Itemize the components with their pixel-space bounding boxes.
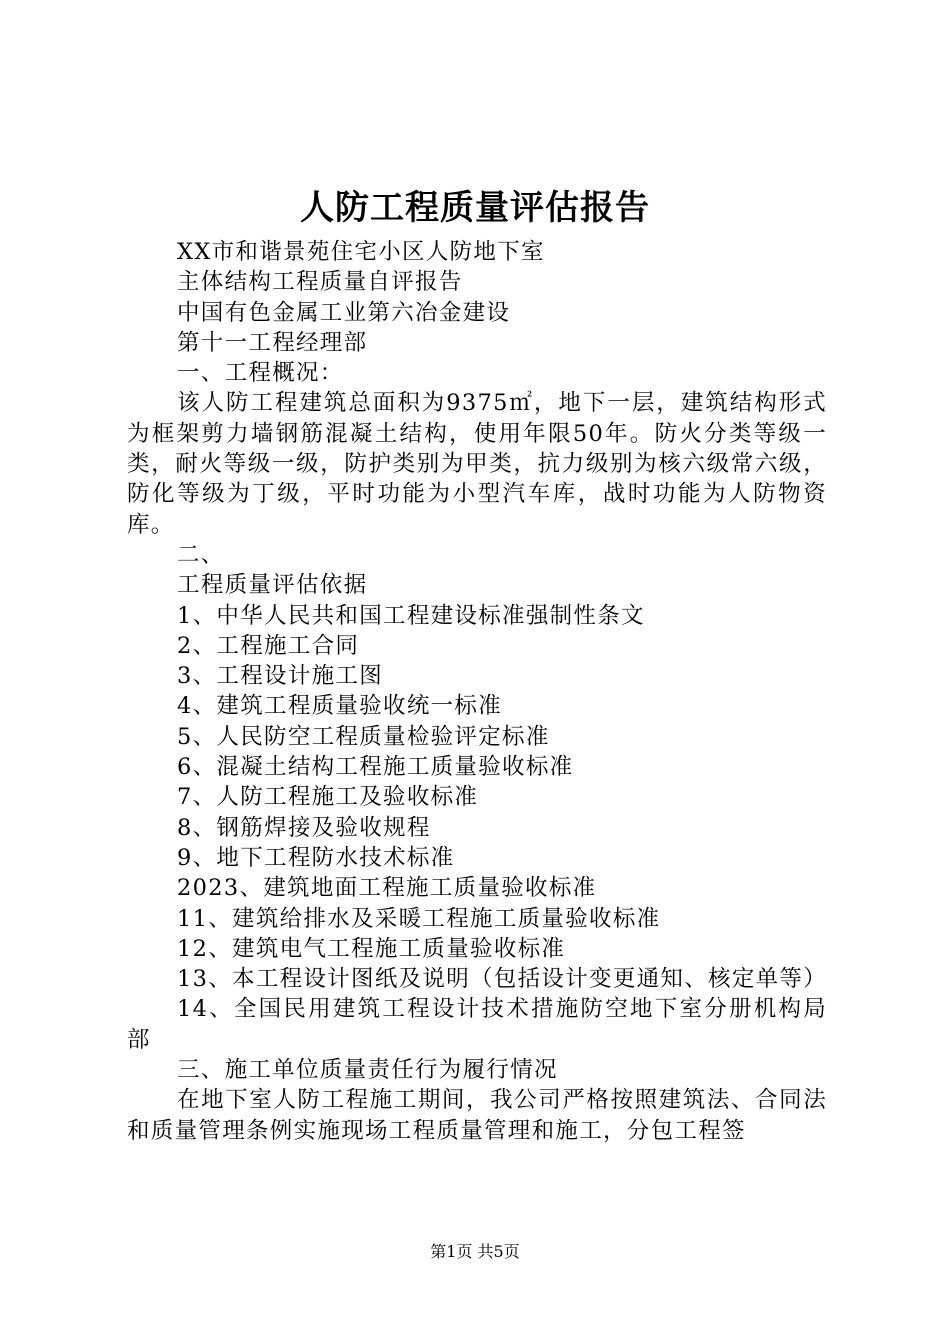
list-item-basis-10: 2023、建筑地面工程施工质量验收标准 (177, 875, 597, 902)
list-item-basis-1: 1、中华人民共和国工程建设标准强制性条文 (177, 602, 645, 629)
list-item-basis-9: 9、地下工程防水技术标准 (177, 844, 455, 871)
document-title: 人防工程质量评估报告 (300, 188, 650, 228)
section-heading-overview: 一、工程概况： (177, 360, 344, 387)
section-heading-number-2: 二、 (177, 541, 225, 568)
list-item-basis-4: 4、建筑工程质量验收统一标准 (177, 693, 503, 720)
section-heading-responsibility: 三、施工单位质量责任行为履行情况 (177, 1057, 558, 1084)
paragraph-department: 第十一工程经理部 (177, 329, 368, 356)
document-body (127, 237, 827, 1146)
list-item-basis-14: 14、全国民用建筑工程设计技术措施防空地下室分册机构局部 (127, 996, 827, 1053)
list-item-basis-5: 5、人民防空工程质量检验评定标准 (177, 723, 550, 750)
list-item-basis-8: 8、钢筋焊接及验收规程 (177, 814, 431, 841)
paragraph-report-name: 主体结构工程质量自评报告 (177, 269, 463, 296)
page-footer: 第1页 共5页 (430, 1242, 520, 1261)
section-heading-basis: 工程质量评估依据 (177, 572, 368, 599)
paragraph-responsibility: 在地下室人防工程施工期间，我公司严格按照建筑法、合同法和质量管理条例实施现场工程质量管理和施工，分包工程签 (127, 1087, 827, 1144)
list-item-basis-6: 6、混凝土结构工程施工质量验收标准 (177, 754, 574, 781)
list-item-basis-12: 12、建筑电气工程施工质量验收标准 (177, 935, 566, 962)
paragraph-company: 中国有色金属工业第六冶金建设 (177, 299, 511, 326)
list-item-basis-3: 3、工程设计施工图 (177, 663, 384, 690)
paragraph-overview: 该人防工程建筑总面积为9375㎡，地下一层，建筑结构形式为框架剪力墙钢筋混凝土结构，使用年限50年。防火分类等级一类，耐火等级一级，防护类别为甲类，抗力级别为核六级常六级，防化等级为丁级，平时功能为小型汽车库，战时功能为人防物资库。 (127, 390, 827, 538)
list-item-basis-7: 7、人防工程施工及验收标准 (177, 784, 479, 811)
list-item-basis-11: 11、建筑给排水及采暖工程施工质量验收标准 (177, 905, 661, 932)
list-item-basis-2: 2、工程施工合同 (177, 632, 360, 659)
paragraph-project-name: XX市和谐景苑住宅小区人防地下室 (177, 239, 545, 265)
list-item-basis-13: 13、本工程设计图纸及说明（包括设计变更通知、核定单等） (177, 966, 828, 993)
